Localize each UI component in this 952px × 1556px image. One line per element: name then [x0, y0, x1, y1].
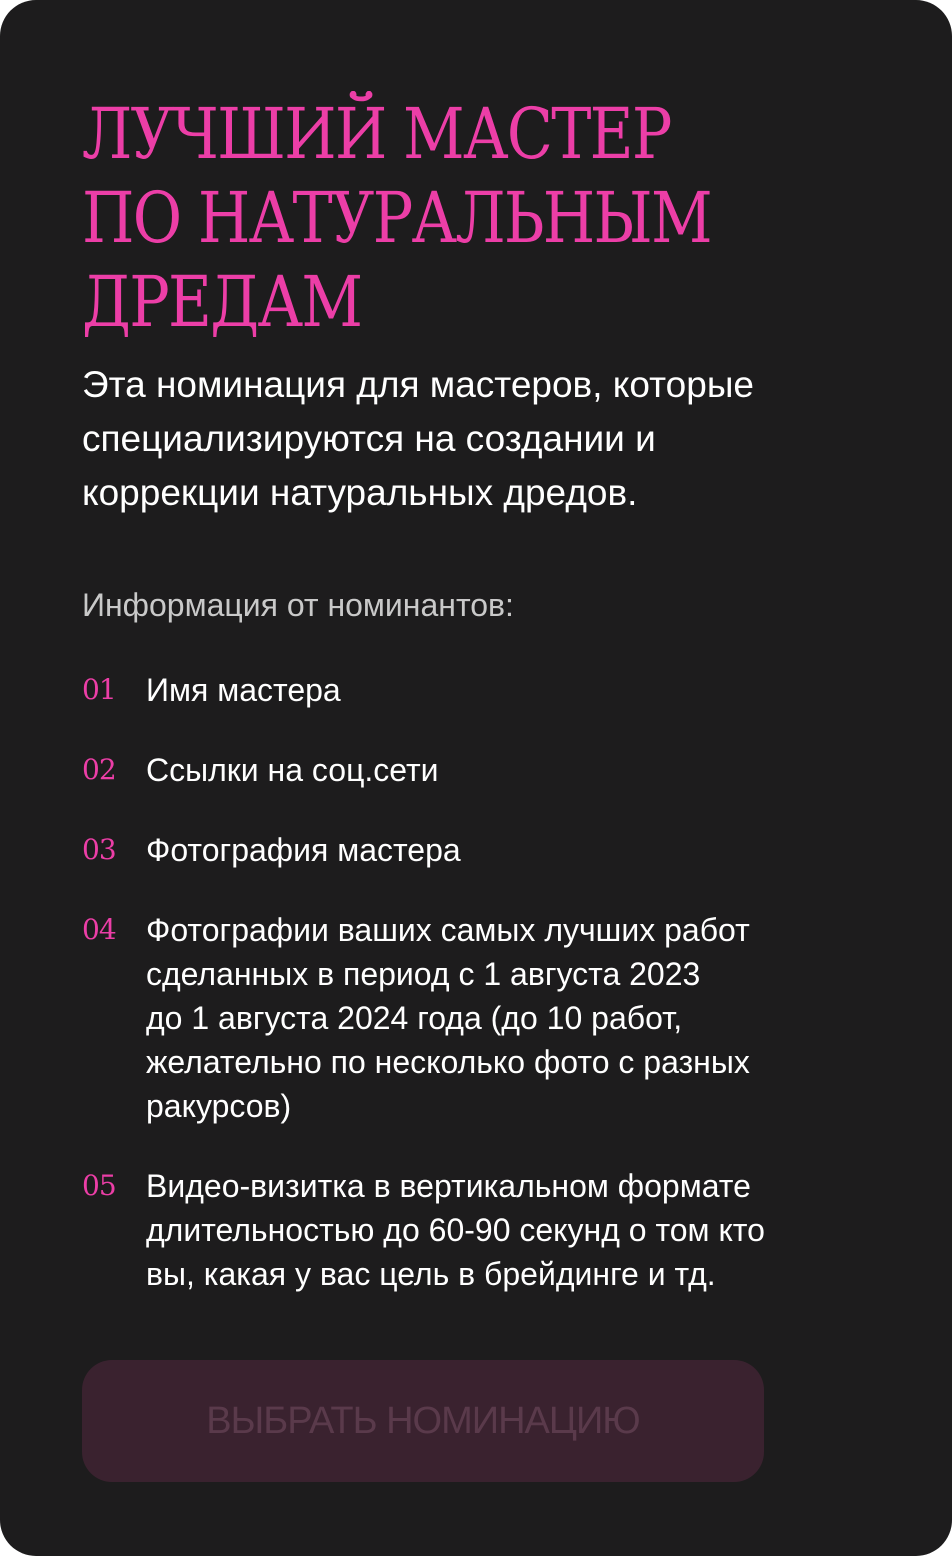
item-text: Фотография мастера — [146, 832, 461, 868]
list-item — [82, 1164, 872, 1296]
select-nomination-button[interactable]: ВЫБРАТЬ НОМИНАЦИЮ — [82, 1360, 764, 1482]
item-text: Ссылки на соц.сети — [146, 752, 439, 788]
item-text: Фотографии ваших самых лучших работ сделанных в период с 1 августа 2023 до 1 августа 2024 года (до 10 работ, желательно по несколько фото с разных ракурсов) — [146, 912, 750, 1124]
item-number: 01 — [82, 673, 116, 706]
item-text: Имя мастера — [146, 672, 341, 708]
list-item — [82, 748, 872, 792]
requirements-list — [82, 668, 872, 1332]
list-item — [82, 668, 872, 712]
info-label: Информация от номинантов: — [82, 587, 514, 623]
item-number: 03 — [82, 833, 116, 866]
list-item — [82, 908, 872, 1128]
nomination-title: ЛУЧШИЙ МАСТЕР ПО НАТУРАЛЬНЫМ ДРЕДАМ — [82, 93, 711, 343]
item-number: 02 — [82, 753, 116, 786]
item-number: 05 — [82, 1169, 116, 1202]
nomination-description: Эта номинация для мастеров, которые специализируются на создании и коррекции натуральных дредов. — [82, 364, 754, 513]
item-text: Видео-визитка в вертикальном формате длительностью до 60-90 секунд о том кто вы, какая у вас цель в брейдинге и тд. — [146, 1168, 765, 1292]
list-item — [82, 828, 872, 872]
item-number: 04 — [82, 913, 116, 946]
